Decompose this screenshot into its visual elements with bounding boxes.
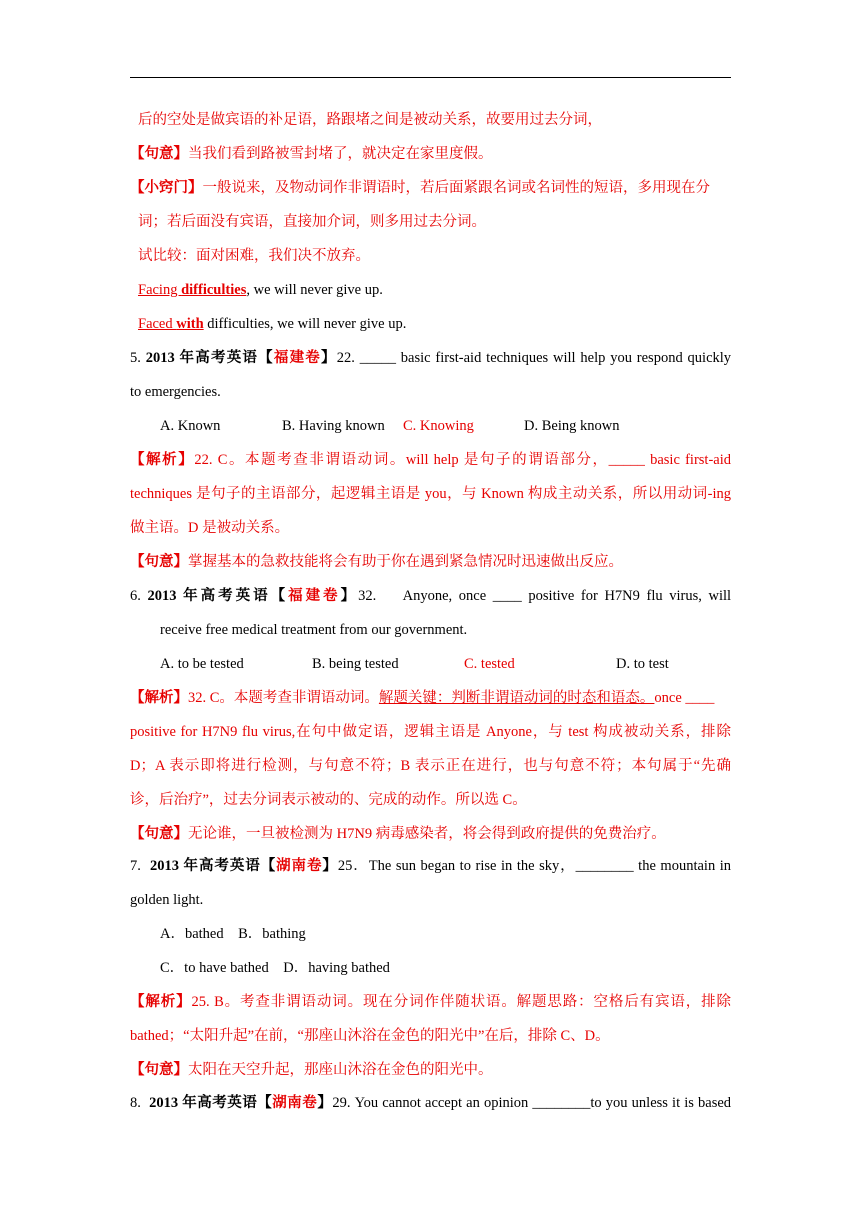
analysis-text: 22. C。本题考查非谓语动词。will help 是句子的谓语部分，_____ basic first-aid (194, 452, 732, 468)
tag-jieyi: 【句意】 (130, 1062, 188, 1078)
bracket-right: 】 (340, 588, 359, 604)
q8-province: 湖南卷 (272, 1095, 318, 1111)
q7-options-cd: C．to have bathed D．having bathed (160, 960, 390, 976)
analysis-text-tail: once ____ (654, 690, 715, 706)
q6-number: 6. (130, 588, 148, 604)
tag-jieyi: 【句意】 (130, 554, 188, 570)
q7-stem-cont: golden light. (130, 892, 204, 908)
q6-stem-text: 32. Anyone, once ____ positive for H7N9 flu virus, will (358, 588, 732, 604)
meaning-text: 掌握基本的急救技能将会有助于你在遇到紧急情况时迅速做出反应。 (188, 554, 623, 570)
q5-analysis-3: 做主语。D 是被动关系。 (130, 520, 290, 536)
q8-number: 8. (130, 1095, 150, 1111)
sentence-meaning (130, 144, 493, 164)
q7-year: 2013 年高考英语 (149, 858, 261, 874)
q7-meaning (130, 1060, 493, 1080)
q5-stem (130, 348, 731, 368)
q6-stem-cont: receive free medical treatment from our government. (160, 622, 468, 638)
q5-option-b: B. Having known (282, 418, 385, 434)
meaning-text: 当我们看到路被雪封堵了，就决定在家里度假。 (188, 146, 493, 162)
tag-qiaomen: 【小窍门】 (130, 180, 203, 196)
tag-jiexi: 【解析】 (130, 994, 192, 1010)
q6-option-b: B. being tested (312, 656, 399, 672)
bracket-left: 【 (258, 350, 274, 366)
bracket-right: 】 (317, 1095, 333, 1111)
q6-year: 2013 年高考英语 (147, 588, 271, 604)
analysis-text: 25. B。考查非谓语动词。现在分词作伴随状语。解题思路：空格后有宾语，排除 (191, 994, 731, 1010)
q8-stem (130, 1093, 731, 1113)
q5-analysis-1 (130, 450, 731, 470)
q6-meaning (130, 824, 666, 844)
q6-analysis-4: 诊，后治疗”，过去分词表示被动的、完成的动作。所以选 C。 (130, 792, 527, 808)
q8-stem-text: 29. You cannot accept an opinion ________to you unless it is based (332, 1095, 732, 1111)
tag-jieyi: 【句意】 (130, 826, 188, 842)
q6-province: 福建卷 (288, 588, 341, 604)
meaning-text: 太阳在天空升起，那座山沐浴在金色的阳光中。 (188, 1062, 493, 1078)
q5-stem-cont: to emergencies. (130, 384, 221, 400)
q6-analysis-3: D；A 表示即将进行检测，与句意不符；B 表示正在进行，也与句意不符；本句属于“先确 (130, 758, 731, 774)
q7-stem-text: 25．The sun began to rise in the sky，________ the mountain in (337, 858, 732, 874)
q6-analysis-2: positive for H7N9 flu virus,在句中做定语，逻辑主语是 Anyone，与 test 构成被动关系，排除 (130, 724, 731, 740)
bracket-left: 【 (260, 858, 277, 874)
q8-year: 2013 年高考英语 (149, 1095, 258, 1111)
analysis-text: 32. C。本题考查非谓语动词。 (188, 690, 379, 706)
q6-option-d: D. to test (616, 656, 669, 672)
tag-jieyi: 【句意】 (130, 146, 188, 162)
q6-stem (130, 586, 731, 606)
q7-analysis-2: bathed；“太阳升起”在前，“那座山沐浴在金色的阳光中”在后，排除 C、D。 (130, 1028, 610, 1044)
example-faced (138, 314, 406, 334)
tip-line-1 (130, 178, 710, 198)
tag-jiexi: 【解析】 (130, 690, 188, 706)
q5-number: 5. (130, 350, 146, 366)
q5-analysis-2: techniques 是句子的主语部分，起逻辑主语是 you，与 Known 构成主动关系，所以用动词-ing (130, 486, 731, 502)
q7-options-ab: A．bathed B．bathing (160, 926, 306, 942)
analysis-key-point: 解题关键：判断非谓语动词的时态和语态。 (378, 690, 655, 706)
compare-line: 试比较：面对困难，我们决不放弃。 (138, 248, 370, 264)
q6-option-c-answer: C. tested (464, 656, 515, 672)
example-facing (138, 280, 383, 300)
bracket-left: 【 (257, 1095, 273, 1111)
q7-analysis-1 (130, 992, 731, 1012)
q5-year: 2013 年高考英语 (145, 350, 259, 366)
example-faced-word: Faced (138, 316, 177, 332)
example-facing-rest: , we will never give up. (246, 282, 383, 298)
q5-options (0, 416, 860, 436)
bracket-right: 】 (322, 858, 338, 874)
q5-option-a: A. Known (160, 418, 221, 434)
example-with: with (176, 316, 204, 332)
q5-meaning (130, 552, 623, 572)
tip-line-2: 词；若后面没有宾语，直接加介词，则多用过去分词。 (138, 214, 486, 230)
q6-options (0, 654, 860, 674)
header-rule (130, 77, 731, 78)
q7-number: 7. (130, 858, 150, 874)
tip-text: 一般说来，及物动词作非谓语时，若后面紧跟名词或名词性的短语，多用现在分 (202, 180, 710, 196)
example-facing-word: Facing (138, 282, 182, 298)
explanation-continued: 后的空处是做宾语的补足语，路跟堵之间是被动关系，故要用过去分词， (138, 112, 602, 128)
q5-stem-text: 22. _____ basic first-aid techniques will help you respond quickly (336, 350, 732, 366)
q7-stem (130, 856, 731, 876)
tag-jiexi: 【解析】 (130, 452, 195, 468)
q5-province: 福建卷 (273, 350, 322, 366)
meaning-text: 无论谁，一旦被检测为 H7N9 病毒感染者，将会得到政府提供的免费治疗。 (188, 826, 666, 842)
q5-option-d: D. Being known (524, 418, 620, 434)
q6-option-a: A. to be tested (160, 656, 244, 672)
bracket-right: 】 (321, 350, 337, 366)
bracket-left: 【 (270, 588, 289, 604)
q6-analysis-1 (130, 688, 714, 708)
q7-province: 湖南卷 (276, 858, 323, 874)
example-faced-rest: difficulties, we will never give up. (203, 316, 407, 332)
q5-option-c-answer: C. Knowing (403, 418, 474, 434)
example-difficulties: difficulties (181, 282, 247, 298)
